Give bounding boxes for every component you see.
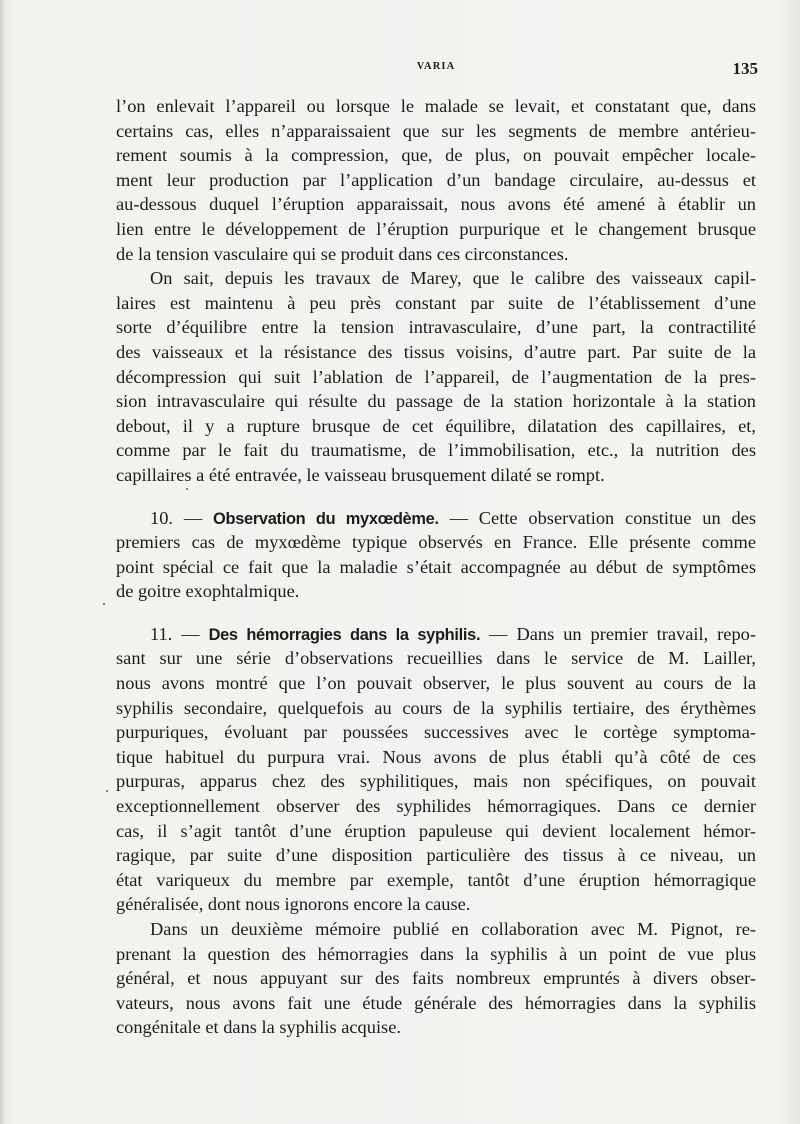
- text-line: des vaisseaux et la résistance des tissus voisins, d’autre part. Par suite de la: [116, 341, 756, 362]
- text-line: tique habituel du purpura vrai. Nous avons de plus établi qu’à côté de ces: [116, 746, 756, 767]
- text-line: état variqueux du membre par exemple, tantôt d’une éruption hémorragique: [116, 869, 756, 890]
- text-line: nous avons montré que l’on pouvait observer, le plus souvent au cours de la: [116, 673, 756, 694]
- text-line: point spécial ce fait que la maladie s’était accompagnée au début de symptômes: [116, 556, 756, 577]
- text-line: décompression qui suit l’ablation de l’appareil, de l’augmentation de la pres-: [116, 366, 756, 387]
- text-line: de goitre exophtalmique.: [116, 581, 300, 602]
- running-title: VARIA: [416, 61, 456, 72]
- text-column: [116, 94, 756, 1040]
- text-line: sant sur une série d’observations recueillies dans le service de M. Lailler,: [116, 648, 756, 669]
- scan-speck: [186, 488, 188, 490]
- section-number: 10. —: [150, 507, 203, 528]
- text-line: sorte d’équilibre entre la tension intravasculaire, d’une part, la contractilité: [116, 317, 756, 338]
- text-fragment: — Dans un premier travail, repo-: [489, 623, 756, 644]
- text-line: syphilis secondaire, quelquefois au cours de la syphilis tertiaire, des érythèmes: [116, 697, 756, 718]
- text-line: rement soumis à la compression, que, de plus, on pouvait empêcher locale-: [116, 145, 756, 166]
- section-11-first-line: [116, 622, 756, 647]
- paragraph-continuation: [116, 94, 756, 266]
- text-line: lien entre le développement de l’éruption purpurique et le changement brusque: [116, 218, 756, 239]
- text-line: vateurs, nous avons fait une étude générale des hémorragies dans la syphilis: [116, 992, 756, 1013]
- page-number: 135: [732, 59, 758, 78]
- text-line: de la tension vasculaire qui se produit dans ces circonstances.: [116, 243, 569, 264]
- text-line: généralisée, dont nous ignorons encore la cause.: [116, 894, 471, 915]
- text-line: Dans un deuxième mémoire publié en collaboration avec M. Pignot, re-: [150, 919, 756, 939]
- text-line: exceptionnellement observer des syphilides hémorragiques. Dans ce dernier: [116, 796, 756, 817]
- text-line: laires est maintenu à peu près constant par suite de l’établissement d’une: [116, 292, 756, 313]
- text-line: On sait, depuis les travaux de Marey, que le calibre des vaisseaux capil-: [150, 268, 756, 289]
- text-line: debout, il y a rupture brusque de cet équilibre, dilatation des capillaires, et,: [116, 415, 756, 436]
- paragraph-marey: [116, 266, 756, 487]
- text-line: congénitale et dans la syphilis acquise.: [116, 1017, 401, 1038]
- section-10-first-line: [116, 506, 756, 531]
- text-fragment: — Cette observation constitue un des: [449, 507, 756, 528]
- section-11: [116, 622, 756, 1040]
- text-line: ragique, par suite d’une disposition particulière des tissus à ce niveau, un: [116, 845, 756, 866]
- text-line: cas, il s’agit tantôt d’une éruption papuleuse qui devient localement hémor-: [116, 820, 756, 841]
- text-line: purpuras, apparus chez des syphilitiques, mais non spécifiques, on pouvait: [116, 771, 756, 792]
- text-line: l’on enlevait l’appareil ou lorsque le malade se levait, et constatant que, dans: [116, 96, 756, 116]
- text-line: premiers cas de myxœdème typique observés en France. Elle présente comme: [116, 532, 756, 553]
- text-line: comme par le fait du traumatisme, de l’immobilisation, etc., la nutrition des: [116, 440, 756, 461]
- section-heading: Des hémorragies dans la syphilis.: [208, 625, 481, 644]
- text-line: général, et nous appuyant sur des faits nombreux empruntés à divers obser-: [116, 968, 756, 989]
- scan-speck: [106, 790, 108, 792]
- running-head: [116, 60, 756, 80]
- text-line: sion intravasculaire qui résulte du passage de la station horizontale à la station: [116, 391, 756, 412]
- text-line: capillaires a été entravée, le vaisseau brusquement dilaté se rompt.: [116, 464, 605, 485]
- text-line: purpuriques, évoluant par poussées successives avec le cortège symptoma-: [116, 722, 756, 743]
- text-line: certains cas, elles n’apparaissaient que sur les segments de membre antérieu-: [116, 120, 756, 141]
- scan-speck: [103, 603, 105, 605]
- text-line: ment leur production par l’application d’un bandage circulaire, au-dessus et: [116, 169, 756, 190]
- page-spine-shadow: [0, 0, 6, 1124]
- text-line: au-dessous duquel l’éruption apparaissait, nous avons été amené à établir un: [116, 194, 756, 215]
- section-number: 11. —: [150, 623, 200, 644]
- section-10: [116, 506, 756, 604]
- text-line: prenant la question des hémorragies dans la syphilis à un point de vue plus: [116, 943, 756, 964]
- section-heading: Observation du myxœdème.: [213, 509, 439, 528]
